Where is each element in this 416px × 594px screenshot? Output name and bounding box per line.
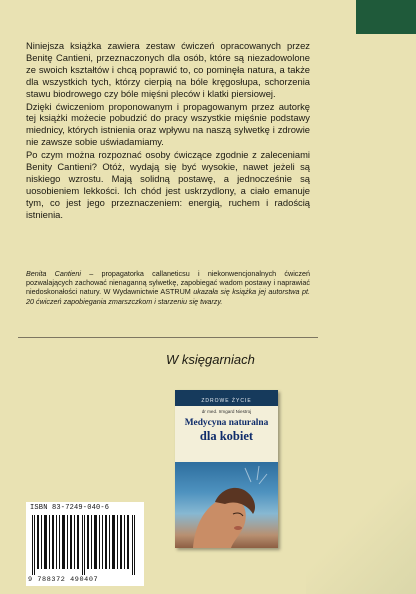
book-series-label: ZDROWE ŻYCIE (201, 398, 252, 404)
woman-face-illustration-icon (175, 462, 278, 548)
book-cover-photo (175, 462, 278, 548)
ean-number: 9 788372 490407 (28, 576, 99, 584)
book-title-line-2: dla kobiet (199, 429, 254, 443)
description-paragraph-1: Niniejsza książka zawiera zestaw ćwiczeń opracowanych przez Benitę Cantieni, przeznaczonych dla osób, które są niezadowolone ze swoich kształtów i chcą poprawić to, co pominęła natura, a także dla wszystkich tych, którzy cierpią na bóle kręgosłupa, schorzenia stawu biodrowego czy bóle mięśni pleców i klatki piersiowej. (26, 40, 310, 99)
book-title-band (175, 406, 278, 462)
barcode-icon (32, 515, 138, 575)
isbn-number: ISBN 83-7249-040-6 (30, 504, 110, 512)
description-paragraph-3: Po czym można rozpoznać osoby ćwiczące zgodnie z zaleceniami Benity Cantieni? Otóż, wydają się być wysokie, nawet jeżeli są niskiego wzrostu. Mają solidną postawę, a jednocześnie są uosobieniem lekkości. Ich chód jest uskrzydlony, a ciało emanuje tym, co jest jego przeznaczeniem: energią, ruchem i radością istnienia. (26, 149, 310, 220)
corner-shading (306, 480, 416, 594)
author-bio-text: – propagatorka callaneticsu i niekonwencjonalnych ćwiczeń pozwalających zachować nienaganną sylwetkę, zapobiegać wadom postawy i naprawiać niedoskonałości natury. W Wydawnictwie ASTRUM (26, 269, 310, 297)
author-name: Benita Cantieni (26, 269, 82, 278)
section-divider (18, 337, 318, 338)
author-bio (26, 269, 310, 306)
featured-book-cover (175, 390, 278, 548)
author-bio-book-note: ukazała się książka jej autorstwa pt. 20 ćwiczeń zapobiegania zmarszczkom i starzeniu się twarzy. (26, 287, 310, 306)
book-title (175, 418, 278, 443)
bookstore-heading: W księgarniach (166, 352, 255, 367)
corner-color-band (356, 0, 416, 34)
description-paragraph-2: Dzięki ćwiczeniom proponowanym i propagowanym przez autorkę tej książki możecie pobudzić do pracy wszystkie mięśnie podstawy miednicy, których istnienia oraz wpływu na naszą sylwetkę i zdrowie nie zawsze sobie uświadamiamy. (26, 100, 310, 148)
barcode-area (26, 502, 144, 586)
book-description (26, 40, 310, 221)
book-author: dr med. Irmgard Niestroj (201, 409, 252, 414)
book-title-line-1: Medycyna naturalna (184, 418, 269, 428)
